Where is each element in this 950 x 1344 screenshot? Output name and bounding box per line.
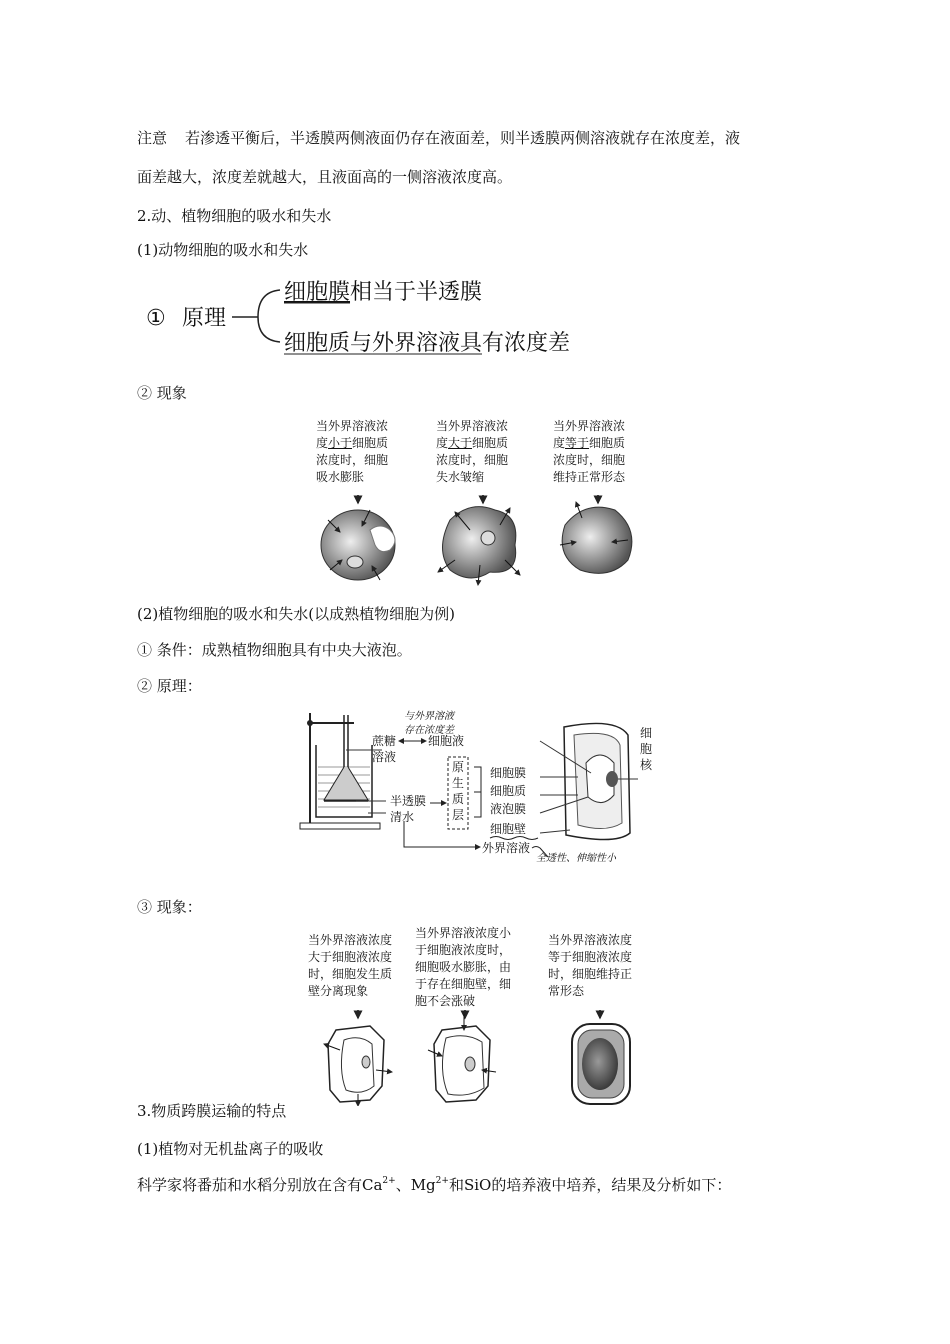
- label-tonoplast: 液泡膜: [490, 802, 527, 816]
- label-nucleus-2: 核: [640, 758, 653, 772]
- plant-caption-2: 当外界溶液浓度小 于细胞液浓度时， 细胞吸水膨胀，由 于存在细胞壁，细 胞不会涨破: [415, 926, 512, 1008]
- label-protoplast-3: 层: [452, 808, 465, 822]
- svg-text:细胞膜相当于半透膜: [284, 280, 482, 305]
- plant-cell-illustration: [564, 723, 630, 839]
- ca-charge: 2+: [382, 1176, 396, 1186]
- section3-sub1: (1)植物对无机盐离子的吸收: [137, 1140, 324, 1158]
- label-protoplast-1: 生: [452, 776, 465, 790]
- label-semi: 半透膜: [390, 794, 427, 808]
- animal-caption-3: 当外界溶液浓 度等于细胞质 浓度时，细胞 维持正常形态: [553, 419, 626, 484]
- section2-sub2: (2)植物细胞的吸水和失水(以成熟植物细胞为例): [137, 605, 455, 623]
- label-water: 清水: [390, 810, 415, 824]
- condition-text: ① 条件：成熟植物细胞具有中央大液泡。: [137, 641, 412, 659]
- principle-label: 原理: [182, 306, 227, 331]
- animal-cells-illustration: [310, 490, 650, 590]
- note-line-2: 面差越大，浓度差就越大，且液面高的一侧溶液浓度高。: [137, 168, 513, 186]
- plant-cell-normal: [572, 1024, 630, 1104]
- section2-title: 2.动、植物细胞的吸水和失水: [137, 207, 332, 225]
- label-note-top-2: 存在浓度差: [404, 725, 454, 736]
- osmosis-plant-diagram: [296, 705, 676, 870]
- phenomenon3-label: ③ 现象：: [137, 898, 202, 916]
- label-cell-sap: 细胞液: [428, 734, 465, 748]
- note-label: 注意: [137, 129, 168, 147]
- label-outside: 外界溶液: [482, 841, 531, 855]
- label-cytoplasm: 细胞质: [490, 784, 527, 798]
- animal-caption-1: 当外界溶液浓 度小于细胞质 浓度时，细胞 吸水膨胀: [316, 419, 389, 484]
- label-sucrose-2: 溶液: [372, 750, 397, 764]
- principle-branch2-rest: 具有浓度差: [460, 331, 571, 356]
- label-nucleus-0: 细: [640, 726, 653, 740]
- mg-charge: 2+: [435, 1176, 449, 1186]
- phenomenon-label: ② 现象: [137, 384, 187, 402]
- principle-num: ①: [146, 306, 166, 331]
- note-line-1: [137, 128, 740, 148]
- section3-title: 3.物质跨膜运输的特点: [137, 1102, 287, 1120]
- animal-cell-shrinking: [438, 507, 520, 585]
- principle2-label: ② 原理：: [137, 677, 202, 695]
- animal-cell-normal: [560, 502, 632, 573]
- label-protoplast-2: 质: [452, 792, 465, 806]
- section2-sub1: (1)动物细胞的吸水和失水: [137, 241, 309, 259]
- label-membrane: 细胞膜: [490, 766, 527, 780]
- plant-cells-illustration: [300, 1010, 660, 1106]
- principle-branch2-underlined: 细胞质与外界溶液: [284, 331, 461, 356]
- plant-cell-plasmolysis: [324, 1026, 392, 1106]
- label-protoplast-0: 原: [452, 760, 465, 774]
- label-wall: 细胞壁: [490, 822, 527, 836]
- animal-cell-swelling: [321, 510, 395, 580]
- principle-branch1-underlined: 细胞膜: [284, 280, 351, 305]
- plant-caption-1: 当外界溶液浓度 大于细胞液浓度 时，细胞发生质 壁分离现象: [308, 933, 393, 998]
- label-sucrose-1: 蔗糖: [372, 734, 397, 748]
- plant-caption-3: 当外界溶液浓度 等于细胞液浓度 时，细胞维持正 常形态: [548, 933, 633, 998]
- principle-branch1-rest: 相当于半透膜: [350, 280, 483, 305]
- label-wall-note: 全透性、伸缩性小: [536, 853, 616, 864]
- plant-cell-swelling: [428, 1014, 496, 1102]
- animal-caption-2: 当外界溶液浓 度大于细胞质 浓度时，细胞 失水皱缩: [436, 419, 509, 484]
- note-text-1: 若渗透平衡后，半透膜两侧液面仍存在液面差，则半透膜两侧溶液就存在浓度差，液: [185, 129, 741, 147]
- svg-text:细胞质与外界溶液具有浓度差: [284, 331, 570, 356]
- section3-text: 科学家将番茄和水稻分别放在含有$Ca^{2+}$、$Mg^{2+}$和SiO的培养液中培养，结果及分析如下：: [137, 1176, 732, 1194]
- label-nucleus-1: 胞: [640, 742, 653, 756]
- label-note-top-1: 与外界溶液: [404, 711, 454, 722]
- principle-diagram: [140, 270, 620, 360]
